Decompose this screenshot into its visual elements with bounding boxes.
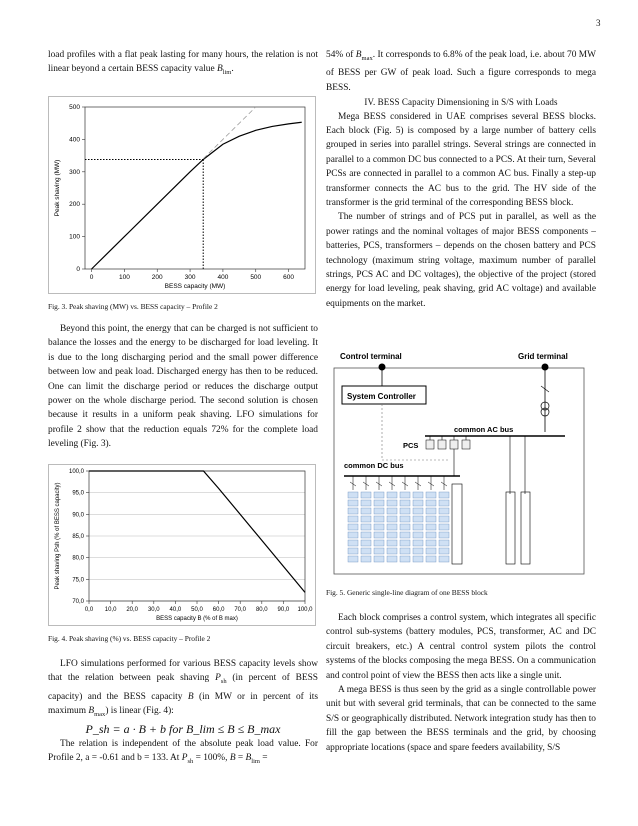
battery-module-icon	[413, 524, 423, 530]
battery-module-icon	[361, 508, 371, 514]
battery-module-icon	[439, 492, 449, 498]
common-dc-bus-label: common DC bus	[344, 461, 404, 470]
left-paragraph-3: LFO simulations performed for various BESS capacity levels show that the relation between peak shaving $P_{sh}$ (in percent of BESS capacity) and the BESS capacity B (in MW or in percent of its maximum $B_{max}$) is linear (Fig. 4):	[48, 659, 319, 718]
y-tick-label: 300	[69, 168, 80, 176]
y-tick-label: 80,0	[72, 555, 84, 562]
battery-module-icon	[426, 556, 436, 562]
x-tick-label: 100	[118, 274, 130, 281]
battery-module-icon	[400, 524, 410, 530]
battery-module-icon	[400, 516, 410, 522]
battery-module-icon	[400, 548, 410, 554]
y-tick-label: 70,0	[72, 599, 84, 605]
page-number: 3	[596, 18, 601, 28]
battery-module-icon	[361, 532, 371, 538]
system-controller-label: System Controller	[347, 392, 416, 401]
battery-module-icon	[348, 500, 358, 506]
x-tick-label: 80,0	[255, 607, 268, 613]
left-paragraph-4: The relation is independent of the absolute peak load value. For Profile 2, a = -0.61 and b = 133. At $P_{sh} = 100\%$, $B = B_{lim}$ =	[48, 738, 318, 766]
battery-module-icon	[361, 524, 371, 530]
figure-3-caption: Fig. 3. Peak shaving (MW) vs. BESS capacity – Profile 2	[48, 302, 218, 311]
battery-module-icon	[400, 556, 410, 562]
x-tick-label: 10,0	[104, 607, 117, 613]
battery-module-icon	[387, 524, 397, 530]
battery-module-icon	[426, 508, 436, 514]
common-ac-bus-label: common AC bus	[454, 425, 514, 434]
battery-module-icon	[426, 492, 436, 498]
battery-module-icon	[374, 532, 384, 538]
y-tick-label: 400	[69, 136, 80, 144]
right-column	[326, 48, 596, 311]
x-tick-label: 200	[151, 274, 163, 281]
battery-module-icon	[413, 548, 423, 554]
battery-module-icon	[439, 556, 449, 562]
battery-module-icon	[426, 500, 436, 506]
y-tick-label: 75,0	[72, 577, 84, 584]
battery-module-icon	[387, 500, 397, 506]
y-tick-label: 100,0	[68, 469, 84, 475]
x-tick-label: 30,0	[147, 607, 160, 613]
figure-4-chart	[49, 465, 315, 625]
y-axis-label: Peak shaving (MW)	[54, 159, 61, 217]
y-tick-label: 200	[69, 201, 80, 209]
right-paragraph-3: The number of strings and of PCS put in parallel, as well as the power ratings and the nominal voltages of major BESS components – batteries, PCS, transformers – depends on the chosen battery and PCS technology (maximum string voltage, maximum number of parallel strings, PCS AC and DC voltages), the objective of the project (stored energy for load leveling, peak shaving, grid AC voltage) and available equipments on the market.	[326, 212, 596, 309]
battery-module-icon	[400, 492, 410, 498]
right-paragraph-2: Mega BESS considered in UAE comprises several BESS blocks. Each block (Fig. 5) is composed by a large number of battery cells grouped in series into parallel strings. Several strings are connected in parallel to a common DC bus connected to a PCS. At their turn, Several PCSs are connected in parallel to a common AC bus. Finally a step-up transformer connects the AC bus to the grid. The HV side of the transformer is the grid terminal of the corresponding BESS block.	[326, 111, 596, 208]
x-tick-label: 0,0	[84, 607, 94, 613]
battery-module-icon	[348, 532, 358, 538]
battery-module-icon	[348, 492, 358, 498]
battery-module-icon	[374, 548, 384, 554]
battery-module-icon	[361, 500, 371, 506]
battery-module-icon	[348, 540, 358, 546]
battery-module-icon	[348, 556, 358, 562]
battery-module-icon	[348, 548, 358, 554]
battery-module-icon	[400, 500, 410, 506]
battery-module-icon	[374, 540, 384, 546]
battery-module-icon	[413, 508, 423, 514]
battery-module-icon	[400, 508, 410, 514]
battery-module-icon	[413, 532, 423, 538]
x-axis-label: BESS capacity (MW)	[164, 283, 226, 290]
battery-module-icon	[413, 500, 423, 506]
equation: P_sh = a · B + b for B_lim ≤ B ≤ B_max	[85, 722, 281, 737]
y-tick-label: 85,0	[72, 534, 84, 540]
left-paragraph-1: load profiles with a flat peak lasting for many hours, the relation is not linear beyond a certain BESS capacity value $B_{lim}$.	[48, 50, 318, 77]
battery-module-icon	[361, 516, 371, 522]
y-tick-label: 500	[69, 104, 80, 111]
pcs-label: PCS	[403, 441, 419, 450]
battery-module-icon	[413, 540, 423, 546]
battery-module-icon	[413, 492, 423, 498]
section-heading: IV. BESS Capacity Dimensioning in S/S with Loads	[364, 97, 558, 108]
left-paragraph-2: Beyond this point, the energy that can be charged is not sufficient to balance the losses and the energy to be discharged for load leveling. It is due to the long discharging period and the small power difference between low and peak load. Discharged energy has then to be reduced. One can limit the discharge period or reduces the discharge output power on the whole discharge period. The second solution is chosen because it results in a uniform peak shaving. LFO simulations for profile 2 show that the reduction equals 72% for the complete load leveling (Fig. 3).	[48, 324, 318, 450]
y-tick-label: 90,0	[72, 512, 84, 519]
figure-5-diagram	[330, 344, 588, 576]
battery-module-icon	[374, 556, 384, 562]
battery-module-icon	[439, 516, 449, 522]
battery-module-icon	[387, 548, 397, 554]
y-axis-label: Peak shaving Psh (% of BESS capacity)	[55, 482, 61, 590]
battery-module-icon	[426, 532, 436, 538]
battery-module-icon	[426, 516, 436, 522]
y-tick-label: 0	[76, 266, 80, 273]
x-tick-label: 500	[250, 274, 262, 281]
battery-module-icon	[387, 492, 397, 498]
y-tick-label: 95,0	[72, 490, 84, 497]
battery-module-icon	[374, 524, 384, 530]
x-tick-label: 0	[89, 274, 94, 281]
battery-module-icon	[426, 548, 436, 554]
x-tick-label: 70,0	[234, 607, 247, 613]
battery-module-icon	[361, 548, 371, 554]
battery-module-icon	[374, 500, 384, 506]
battery-module-icon	[426, 540, 436, 546]
battery-module-icon	[439, 524, 449, 530]
x-tick-label: 100,0	[297, 607, 313, 613]
figure-5-caption: Fig. 5. Generic single-line diagram of one BESS block	[326, 588, 488, 597]
battery-module-icon	[426, 524, 436, 530]
battery-module-icon	[387, 516, 397, 522]
x-tick-label: 60,0	[212, 607, 225, 613]
y-tick-label: 100	[69, 233, 80, 241]
battery-module-icon	[439, 540, 449, 546]
figure-3-chart	[49, 97, 315, 293]
left-column	[48, 48, 318, 81]
x-tick-label: 600	[283, 274, 295, 281]
control-terminal-label: Control terminal	[340, 352, 402, 361]
x-tick-label: 50,0	[191, 607, 203, 613]
battery-module-icon	[387, 556, 397, 562]
figure-3-frame	[48, 96, 316, 294]
right-paragraph-1: 54% of $B_{max}$. It corresponds to 6.8% of the peak load, i.e. about 70 MW of BESS per GW of peak load. Such a figure corresponds to mega BESS.	[326, 50, 596, 93]
figure-4-frame	[48, 464, 316, 626]
battery-module-icon	[400, 532, 410, 538]
battery-module-icon	[439, 500, 449, 506]
right-paragraph-5: A mega BESS is thus seen by the grid as a single controllable power unit but with several grid terminals, that can be connected to the same S/S or geographically distributed. Network integration study has then to fill the gap between the BESS terminals and the grid, by choosing appropriate locations (space and spare feeders availability, S/S	[326, 685, 596, 753]
battery-module-icon	[361, 492, 371, 498]
battery-module-icon	[374, 516, 384, 522]
x-tick-label: 90,0	[277, 607, 290, 613]
pcs-unit	[426, 440, 434, 449]
battery-module-icon	[439, 532, 449, 538]
battery-module-icon	[361, 556, 371, 562]
plot-area	[85, 107, 305, 269]
right-paragraph-4: Each block comprises a control system, which integrates all specific control sub-systems (battery modules, PCS, transformer, AC and DC circuit breakers, etc.) A central control system pilots the control systems of the blocks composing the mega BESS. On a communication and control point of view the BESS then acts like a single unit.	[326, 613, 596, 681]
x-axis-label: BESS capacity B (% of B max)	[156, 616, 238, 622]
x-tick-label: 400	[217, 274, 229, 281]
battery-module-icon	[413, 516, 423, 522]
figure-4-caption: Fig. 4. Peak shaving (%) vs. BESS capacity – Profile 2	[48, 634, 211, 643]
x-tick-label: 20,0	[126, 607, 139, 613]
battery-module-icon	[348, 516, 358, 522]
figure-5-frame	[330, 344, 588, 576]
battery-module-icon	[413, 556, 423, 562]
pcs-unit	[450, 440, 458, 449]
battery-module-icon	[439, 548, 449, 554]
grid-terminal-dot	[542, 364, 549, 371]
x-tick-label: 40,0	[169, 607, 182, 613]
series-line	[92, 122, 302, 269]
battery-module-icon	[348, 508, 358, 514]
grid-terminal-label: Grid terminal	[518, 352, 568, 361]
battery-module-icon	[387, 508, 397, 514]
battery-module-icon	[387, 532, 397, 538]
x-tick-label: 300	[184, 274, 196, 281]
battery-module-icon	[348, 524, 358, 530]
battery-module-icon	[439, 508, 449, 514]
battery-module-icon	[400, 540, 410, 546]
battery-module-icon	[374, 492, 384, 498]
battery-module-icon	[374, 508, 384, 514]
battery-module-icon	[361, 540, 371, 546]
pcs-unit	[462, 440, 470, 449]
pcs-unit	[438, 440, 446, 449]
control-terminal-dot	[379, 364, 386, 371]
series-line	[89, 471, 305, 592]
battery-module-icon	[387, 540, 397, 546]
